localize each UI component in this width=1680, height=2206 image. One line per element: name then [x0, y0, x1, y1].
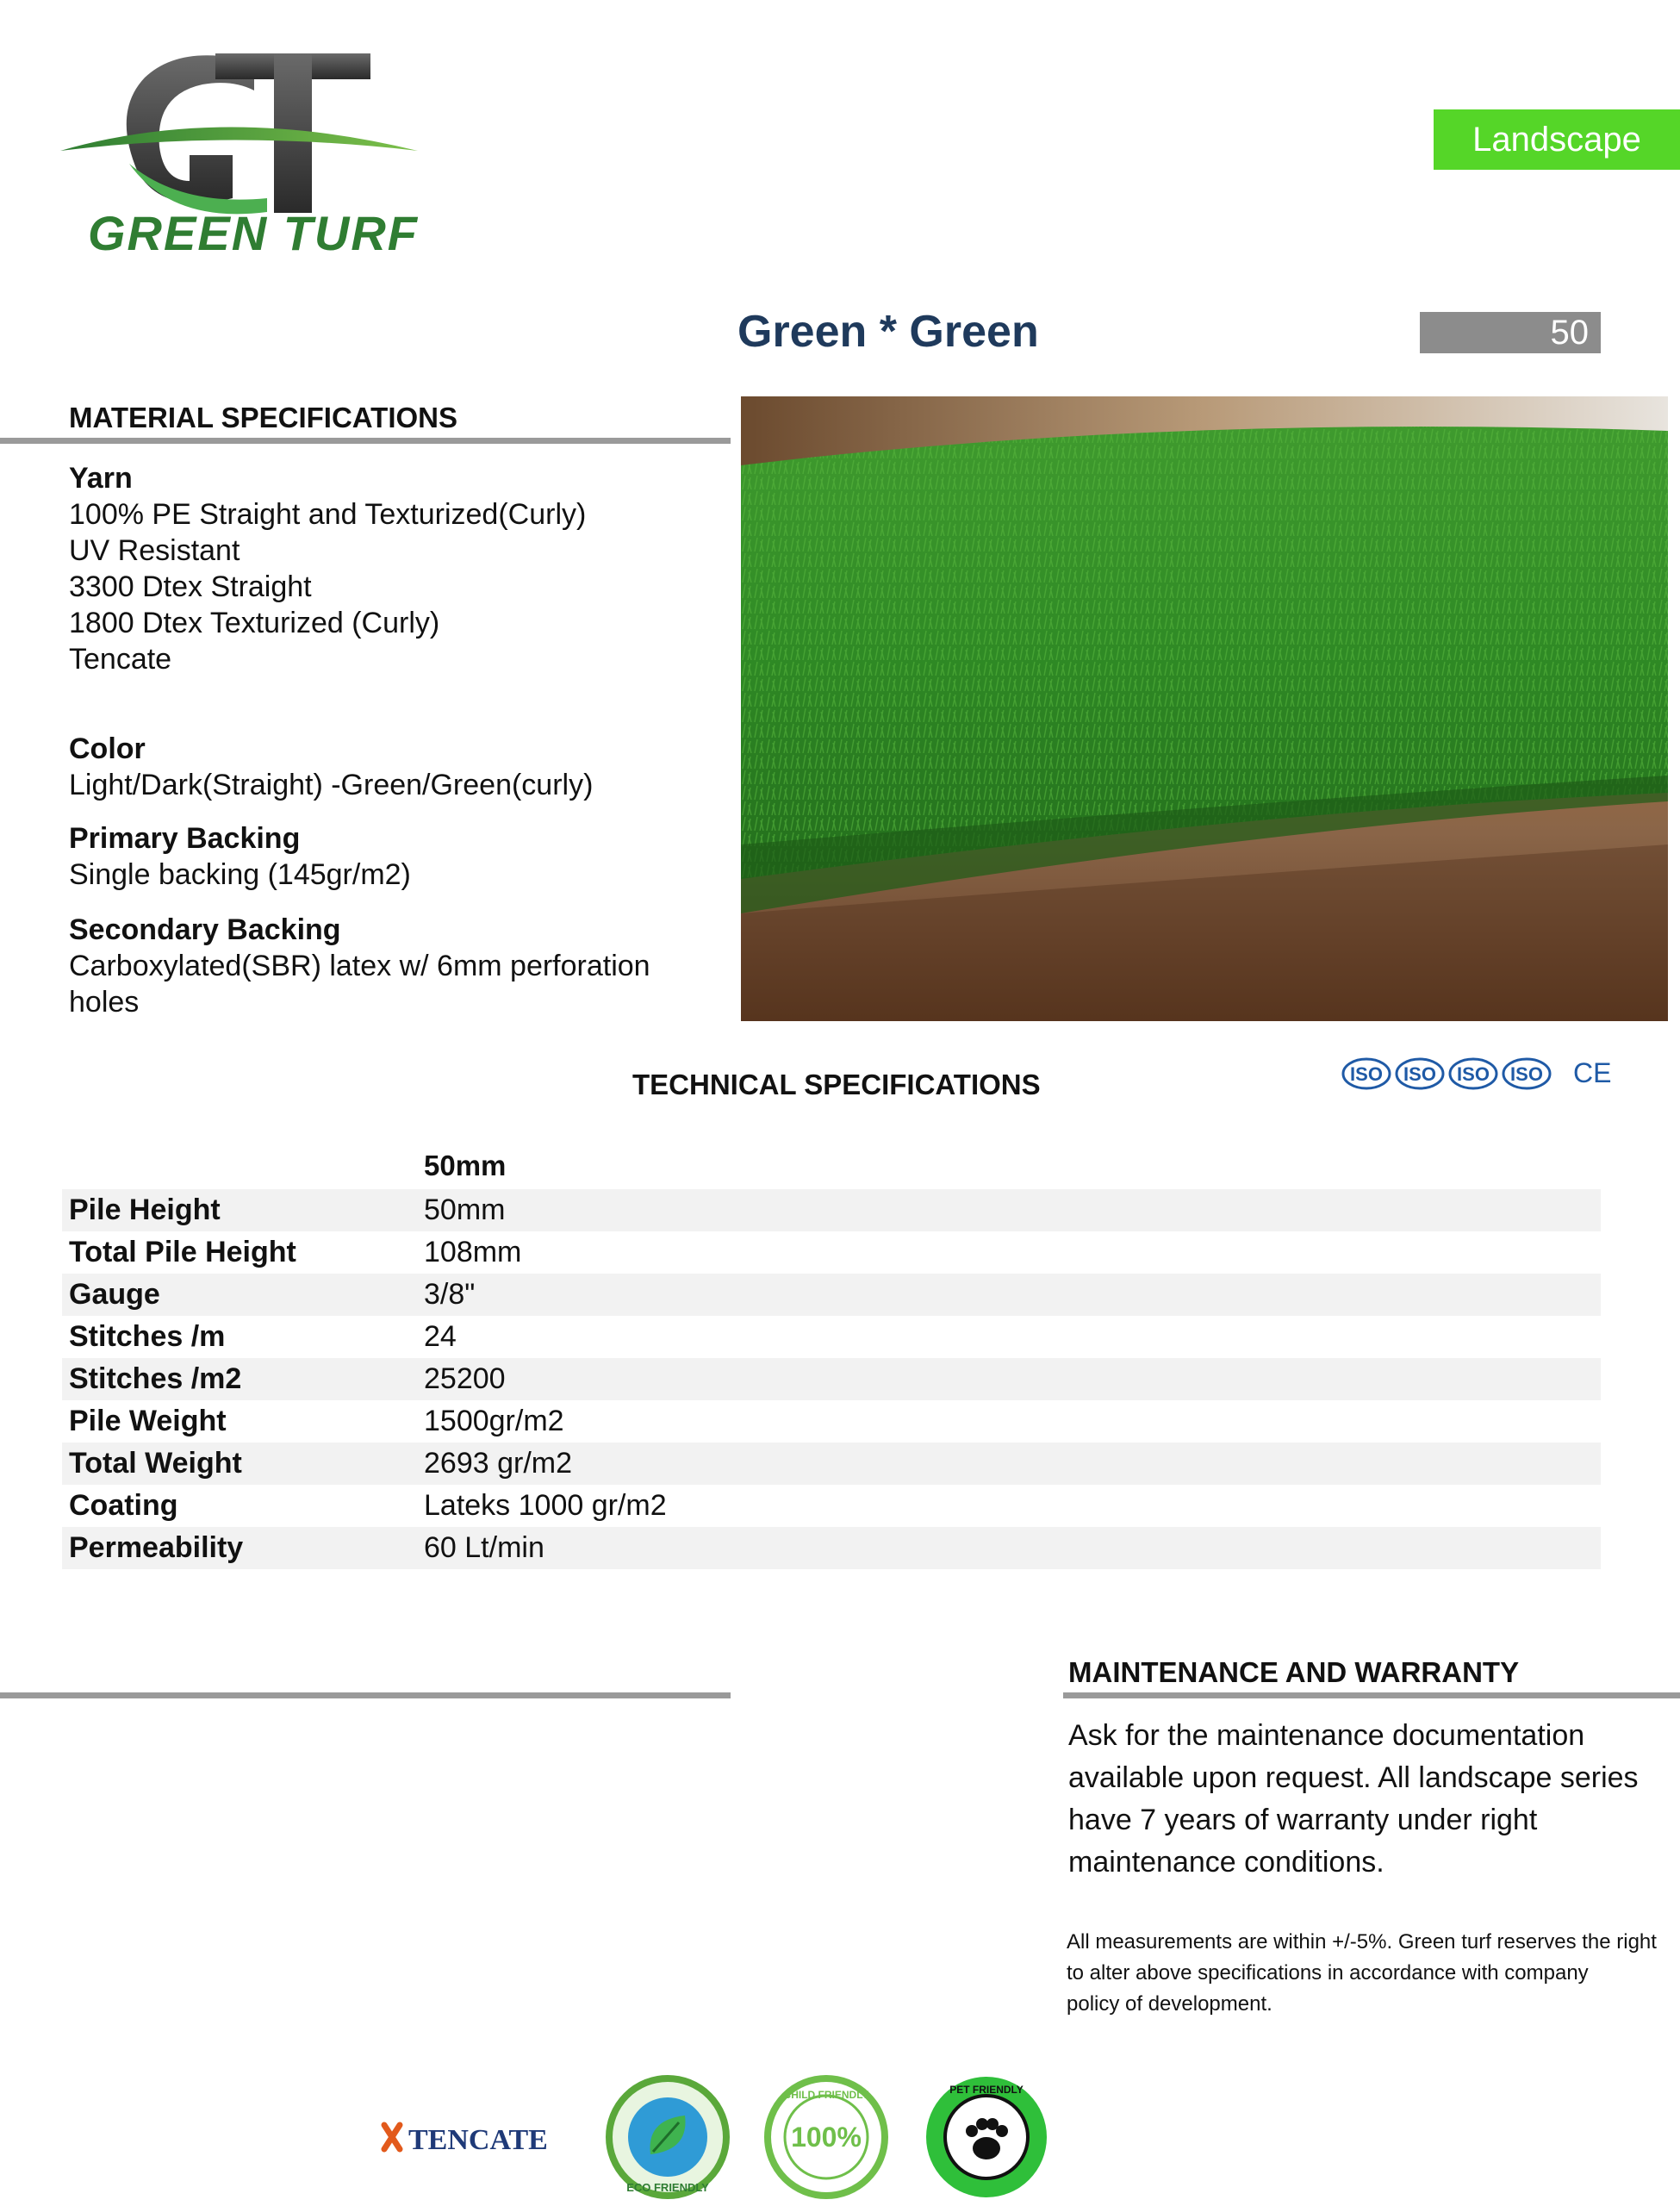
yarn-label: Yarn	[69, 462, 133, 495]
yarn-line: UV Resistant	[69, 534, 240, 567]
lower-left-divider	[0, 1692, 731, 1698]
secondary-backing-line: holes	[69, 986, 140, 1019]
primary-backing-value: Single backing (145gr/m2)	[69, 858, 411, 891]
table-row	[62, 1358, 1601, 1400]
row-key: Total Weight	[69, 1447, 242, 1480]
primary-backing-block	[69, 820, 411, 893]
table-row	[62, 1527, 1601, 1569]
table-row	[62, 1443, 1601, 1485]
table-row	[62, 1485, 1601, 1527]
note-line: to alter above specifications in accordance with company	[1067, 1961, 1589, 1985]
yarn-line: 100% PE Straight and Texturized(Curly)	[69, 498, 587, 531]
row-key: Stitches /m	[69, 1320, 226, 1353]
row-key: Permeability	[69, 1531, 244, 1564]
tech-column-header: 50mm	[424, 1150, 507, 1181]
row-value: 24	[424, 1320, 457, 1353]
technical-table	[62, 1189, 1601, 1569]
svg-text:ISO: ISO	[1403, 1063, 1436, 1085]
maintenance-text	[1068, 1715, 1671, 1884]
yarn-block	[69, 460, 586, 677]
maintenance-divider	[1063, 1692, 1680, 1698]
svg-text:ISO: ISO	[1510, 1063, 1543, 1085]
row-value: 3/8"	[424, 1278, 476, 1311]
maintenance-line: maintenance conditions.	[1068, 1846, 1384, 1879]
yarn-line: Tencate	[69, 643, 172, 676]
secondary-backing-label: Secondary Backing	[69, 913, 341, 946]
child-friendly-badge	[762, 2072, 891, 2202]
material-heading: MATERIAL SPECIFICATIONS	[69, 402, 458, 433]
row-value: 25200	[424, 1362, 506, 1395]
eco-leaf-icon	[603, 2072, 732, 2202]
row-key: Pile Weight	[69, 1405, 227, 1437]
row-value: 50mm	[424, 1193, 506, 1226]
eco-friendly-badge	[603, 2072, 732, 2202]
brand-name: GREEN TURF	[88, 206, 419, 260]
primary-backing-label: Primary Backing	[69, 822, 301, 855]
category-badge: Landscape	[1434, 109, 1680, 170]
product-number-badge: 50	[1420, 312, 1601, 353]
row-key: Coating	[69, 1489, 178, 1522]
technical-heading: TECHNICAL SPECIFICATIONS	[632, 1069, 1041, 1100]
tencate-text: TENCATE	[408, 2124, 548, 2156]
table-row	[62, 1316, 1601, 1358]
maintenance-line: have 7 years of warranty under right	[1068, 1804, 1538, 1836]
maintenance-line: Ask for the maintenance documentation	[1068, 1719, 1585, 1752]
table-row	[62, 1231, 1601, 1274]
note-line: policy of development.	[1067, 1992, 1272, 2016]
row-key: Total Pile Height	[69, 1236, 296, 1268]
color-block	[69, 731, 593, 803]
secondary-backing-line: Carboxylated(SBR) latex w/ 6mm perforation	[69, 950, 650, 982]
secondary-backing-block	[69, 912, 650, 1020]
material-divider	[0, 438, 731, 444]
maintenance-line: available upon request. All landscape series	[1068, 1761, 1639, 1794]
product-title: Green * Green	[737, 307, 1039, 357]
svg-text:ISO: ISO	[1457, 1063, 1490, 1085]
certification-badges	[1341, 1053, 1612, 1105]
table-row	[62, 1189, 1601, 1231]
row-value: 108mm	[424, 1236, 522, 1268]
row-key: Gauge	[69, 1278, 160, 1311]
row-key: Pile Height	[69, 1193, 221, 1226]
row-value: 1500gr/m2	[424, 1405, 564, 1437]
note-line: All measurements are within +/-5%. Green turf reserves the right	[1067, 1930, 1657, 1954]
table-row	[62, 1400, 1601, 1443]
child-label: CHILD FRIENDLY	[783, 2089, 869, 2101]
tencate-logo	[379, 2111, 569, 2163]
svg-text:ISO: ISO	[1350, 1063, 1383, 1085]
table-row	[62, 1274, 1601, 1316]
footer-badges	[379, 2068, 1068, 2197]
child-friendly-icon	[762, 2072, 891, 2202]
yarn-line: 3300 Dtex Straight	[69, 570, 312, 603]
row-value: 60 Lt/min	[424, 1531, 544, 1564]
child-pct: 100%	[791, 2122, 862, 2153]
pet-label: PET FRIENDLY	[949, 2084, 1024, 2096]
yarn-line: 1800 Dtex Texturized (Curly)	[69, 607, 440, 639]
row-key: Stitches /m2	[69, 1362, 242, 1395]
eco-label: ECO FRIENDLY	[626, 2181, 709, 2194]
tencate-icon	[379, 2111, 569, 2163]
svg-text:CE: CE	[1573, 1057, 1612, 1088]
product-photo	[741, 396, 1668, 1021]
row-value: Lateks 1000 gr/m2	[424, 1489, 667, 1522]
iso-ce-icon	[1341, 1053, 1612, 1105]
measurement-note	[1067, 1927, 1680, 2020]
pet-friendly-badge	[922, 2072, 1051, 2202]
color-label: Color	[69, 732, 146, 765]
color-value: Light/Dark(Straight) -Green/Green(curly)	[69, 769, 594, 801]
paw-icon	[922, 2072, 1051, 2202]
maintenance-heading: MAINTENANCE AND WARRANTY	[1068, 1656, 1520, 1688]
row-value: 2693 gr/m2	[424, 1447, 572, 1480]
